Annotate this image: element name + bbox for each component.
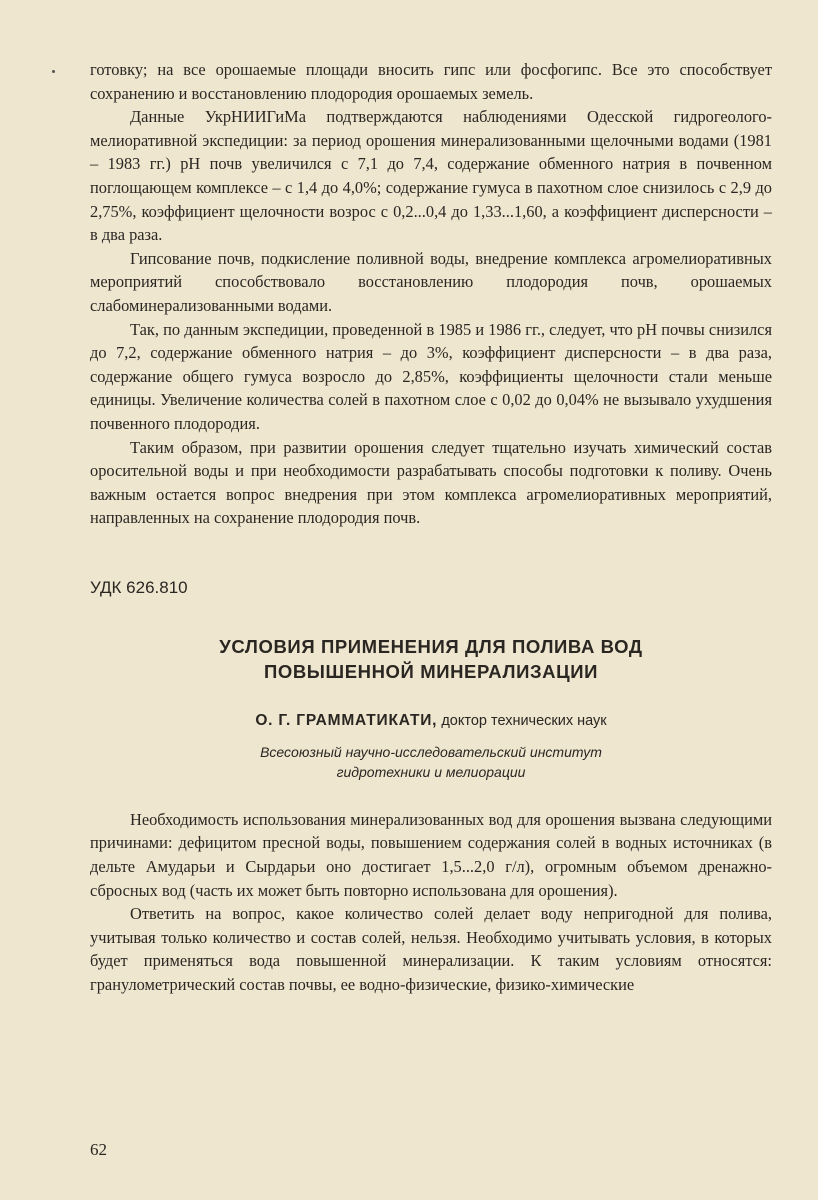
paragraph-continuation: готовку; на все орошаемые площади вносить гипс или фосфогипс. Все это способствует сохранению и восстановлению плодородия орошаемых земель.	[90, 60, 772, 103]
author-name: О. Г. ГРАММАТИКАТИ,	[255, 711, 438, 729]
author-line	[90, 712, 772, 730]
page-number: 62	[90, 1140, 107, 1159]
article-body	[90, 808, 772, 997]
author-degree: доктор технических наук	[441, 712, 607, 729]
scan-speck	[52, 70, 55, 73]
udk-code: УДК 626.810	[90, 577, 188, 597]
paragraph-gypsum: Гипсование почв, подкисление поливной воды, внедрение комплекса агромелиоративных мероприятий способствовало восстановлению плодородия почв, орошаемых слабоминерализованными водами.	[90, 248, 772, 315]
institute-line-2: гидротехники и мелиорации	[336, 763, 526, 780]
paragraph-expedition-1985: Так, по данным экспедиции, проведенной в 1985 и 1986 гг., следует, что pH почвы снизился до 7,2, содержание обменного натрия – до 3%, коэффициент дисперсности – в два раза, содержание общего гумуса возросло до 2,85%, коэффициенты щелочности стали меньше единицы. Увеличение количества солей в пахотном слое с 0,02 до 0,04% не вызывало ухудшения почвенного плодородия.	[90, 319, 772, 433]
article-title	[90, 634, 772, 684]
article-title-line-1: УСЛОВИЯ ПРИМЕНЕНИЯ ДЛЯ ПОЛИВА ВОД	[219, 635, 643, 657]
article-title-line-2: ПОВЫШЕННОЙ МИНЕРАЛИЗАЦИИ	[263, 660, 599, 682]
page-content	[90, 58, 772, 997]
paragraph-ukrniigim-data: Данные УкрНИИГиМа подтверждаются наблюдениями Одесской гидрогеолого-мелиоративной экспедиции: за период орошения минерализованными щелочными водами (1981 – 1983 гг.) pH почв увеличился с 7,1 до 7,4, содержание обменного натрия в почвенном поглощающем комплексе – с 1,4 до 4,0%; содержание гумуса в пахотном слое снизилось с 2,9 до 2,75%, коэффициент щелочности возрос с 0,2...0,4 до 1,33...1,60, а коэффициент дисперсности – в два раза.	[90, 107, 772, 245]
paragraph-reasons: Необходимость использования минерализованных вод для орошения вызвана следующими причинами: дефицитом пресной воды, повышением содержания солей в водных источниках (в дельте Амударьи и Сырдарьи оно достигает 1,5...2,0 г/л), огромным объемом дренажно-сбросных вод (часть их может быть повторно использована для орошения).	[90, 809, 772, 900]
institute-line-1: Всесоюзный научно-исследовательский институт	[260, 743, 602, 760]
paragraph-conditions: Ответить на вопрос, какое количество солей делает воду непригодной для полива, учитывая только количество и состав солей, нельзя. Необходимо учитывать условия, в которых будет применяться вода повышенной минерализации. К таким условиям относятся: гранулометрический состав почвы, ее водно-физические, физико-химические	[90, 904, 772, 995]
institute	[90, 742, 772, 782]
paragraph-conclusion: Таким образом, при развитии орошения следует тщательно изучать химический состав оросительной воды и при необходимости разрабатывать способы подготовки к поливу. Очень важным остается вопрос внедрения при этом комплекса агромелиоративных мероприятий, направленных на сохранение плодородия почв.	[90, 437, 772, 528]
